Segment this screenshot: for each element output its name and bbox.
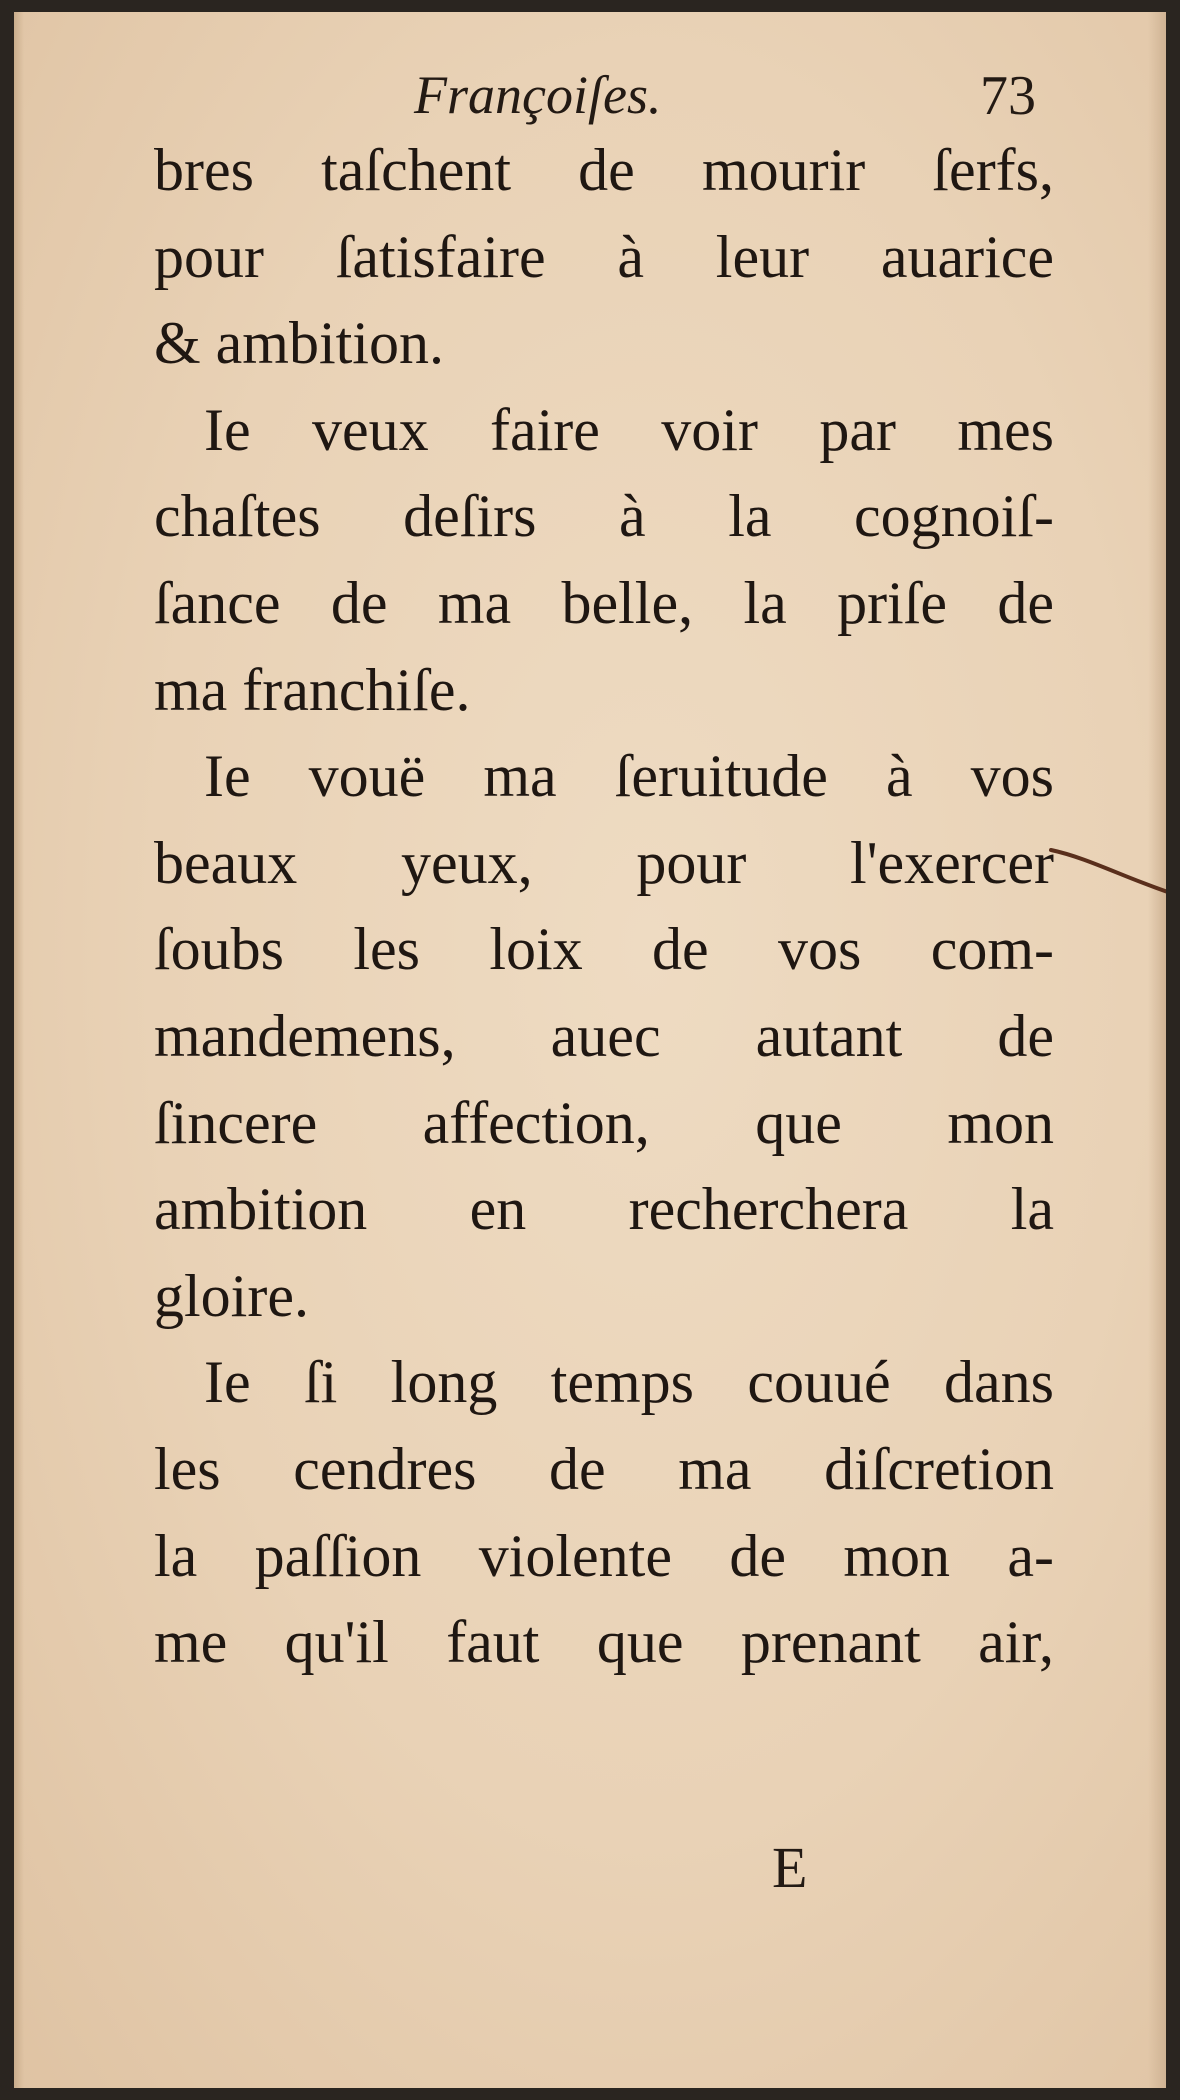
text-line: ſincere affection, que mon	[154, 1089, 1054, 1156]
text-line: mandemens, auec autant de	[154, 1002, 1054, 1069]
running-title: Françoiſes.	[414, 65, 662, 125]
text-line: ma franchiſe.	[154, 656, 471, 723]
page-edge-right	[1148, 12, 1166, 2088]
text-line: beaux yeux, pour l'exercer	[154, 829, 1054, 896]
text-line: bres taſchent de mourir ſerfs,	[154, 137, 1054, 203]
text-line: Ie vouë ma ſeruitude à vos	[204, 743, 1054, 810]
page-number: 73	[980, 65, 1036, 127]
text-line: Ie ſi long temps couué dans	[204, 1349, 1054, 1416]
text-line: pour ſatisfaire à leur auarice	[154, 223, 1054, 290]
text-line: la paſſion violente de mon a-	[154, 1522, 1054, 1589]
signature-mark: E	[772, 1835, 808, 1900]
text-line: & ambition.	[154, 310, 444, 377]
text-line: ſance de ma belle, la priſe de	[154, 569, 1054, 636]
text-line: ſoubs les loix de vos com-	[154, 916, 1054, 983]
book-page	[14, 12, 1166, 2088]
text-line: Ie veux faire voir par mes	[204, 396, 1054, 463]
text-line: les cendres de ma diſcretion	[154, 1435, 1054, 1502]
text-line: ambition en recherchera la	[154, 1176, 1054, 1243]
text-line: me qu'il faut que prenant air,	[154, 1609, 1054, 1676]
page-edge-left	[14, 12, 24, 2088]
page-header	[14, 64, 1166, 134]
body-text	[154, 127, 1054, 1686]
text-line: chaſtes deſirs à la cognoiſ-	[154, 483, 1054, 550]
text-line: gloire.	[154, 1262, 309, 1329]
